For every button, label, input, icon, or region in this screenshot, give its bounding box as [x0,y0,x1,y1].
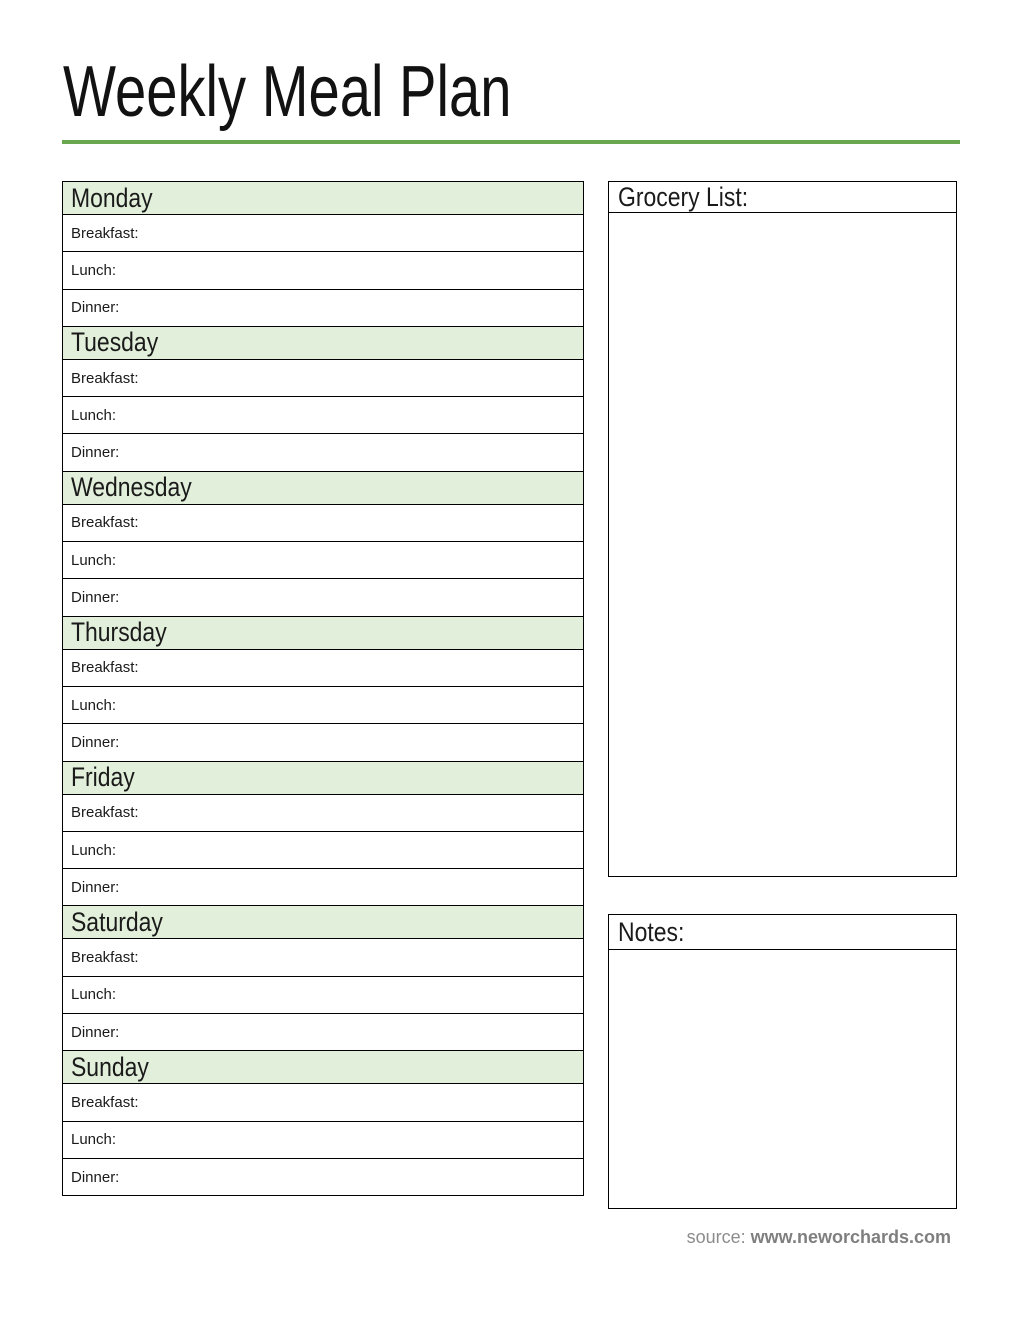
grocery-list-entry-area [609,213,956,875]
meal-row-lunch [63,977,583,1014]
meal-label: Dinner: [71,1023,120,1041]
day-label: Tuesday [71,327,159,358]
day-label: Sunday [71,1051,149,1082]
meal-row-breakfast [63,505,583,542]
meal-entry-space [139,505,583,541]
meal-label: Lunch: [71,261,117,279]
notes-entry-area [609,950,956,1207]
grocery-list-title: Grocery List: [618,181,749,212]
meal-row-breakfast [63,939,583,976]
meal-row-lunch [63,1122,583,1159]
meal-row-dinner [63,290,583,327]
meal-entry-space [119,434,583,470]
source-label: source: [686,1227,751,1247]
meal-row-lunch [63,687,583,724]
day-header-tuesday [63,327,583,360]
meal-row-breakfast [63,650,583,687]
day-section-sunday [63,1051,583,1195]
source-attribution [687,1227,951,1248]
meal-row-lunch [63,542,583,579]
meal-entry-space [139,650,583,686]
meal-row-breakfast [63,1084,583,1121]
day-section-monday [63,182,583,327]
meal-label: Lunch: [71,551,117,569]
meal-label: Breakfast: [71,1093,139,1111]
meal-label: Breakfast: [71,514,139,532]
meal-entry-space [139,1084,583,1120]
meal-entry-space [119,1014,583,1050]
meal-row-breakfast [63,360,583,397]
meal-row-lunch [63,397,583,434]
meal-row-dinner [63,1159,583,1195]
meal-label: Breakfast: [71,659,139,677]
day-label: Friday [71,762,135,793]
meal-label: Breakfast: [71,949,139,967]
day-section-thursday [63,617,583,762]
meal-label: Dinner: [71,878,120,896]
meal-entry-space [116,687,583,723]
day-header-wednesday [63,472,583,505]
meal-entry-space [139,795,583,831]
meal-plan-table [62,181,584,1196]
notes-title: Notes: [618,916,685,947]
meal-label: Dinner: [71,1168,120,1186]
meal-row-dinner [63,724,583,761]
source-site-url: www.neworchards.com [750,1227,951,1247]
day-label: Wednesday [71,472,192,503]
day-section-saturday [63,906,583,1051]
meal-entry-space [119,579,583,615]
meal-entry-space [139,215,583,251]
day-section-friday [63,762,583,907]
meal-label: Dinner: [71,299,120,317]
meal-label: Lunch: [71,986,117,1004]
day-label: Saturday [71,906,163,937]
meal-row-breakfast [63,215,583,252]
page-title [63,52,638,132]
day-label: Thursday [71,617,167,648]
meal-row-lunch [63,832,583,869]
meal-label: Breakfast: [71,224,139,242]
meal-row-lunch [63,252,583,289]
meal-row-dinner [63,579,583,616]
meal-label: Dinner: [71,733,120,751]
title-underline-rule [62,140,960,144]
meal-entry-space [116,977,583,1013]
meal-label: Breakfast: [71,804,139,822]
meal-label: Lunch: [71,841,117,859]
grocery-list-box [608,181,957,877]
meal-entry-space [116,252,583,288]
meal-row-dinner [63,434,583,471]
meal-label: Lunch: [71,696,117,714]
grocery-list-header [609,182,956,213]
meal-label: Lunch: [71,1131,117,1149]
meal-row-dinner [63,1014,583,1051]
meal-entry-space [116,542,583,578]
meal-row-breakfast [63,795,583,832]
meal-row-dinner [63,869,583,906]
meal-label: Dinner: [71,444,120,462]
day-header-friday [63,762,583,795]
day-label: Monday [71,182,153,213]
meal-label: Lunch: [71,406,117,424]
meal-entry-space [139,360,583,396]
page-title-text: Weekly Meal Plan [63,52,512,132]
day-header-sunday [63,1051,583,1084]
day-header-monday [63,182,583,215]
notes-box [608,914,957,1209]
meal-entry-space [116,832,583,868]
day-header-saturday [63,906,583,939]
notes-header [609,915,956,950]
meal-label: Breakfast: [71,369,139,387]
meal-entry-space [139,939,583,975]
meal-label: Dinner: [71,589,120,607]
meal-entry-space [116,397,583,433]
day-section-wednesday [63,472,583,617]
meal-entry-space [119,290,583,326]
day-section-tuesday [63,327,583,472]
meal-entry-space [119,869,583,905]
meal-entry-space [119,1159,583,1195]
day-header-thursday [63,617,583,650]
meal-entry-space [119,724,583,760]
meal-entry-space [116,1122,583,1158]
